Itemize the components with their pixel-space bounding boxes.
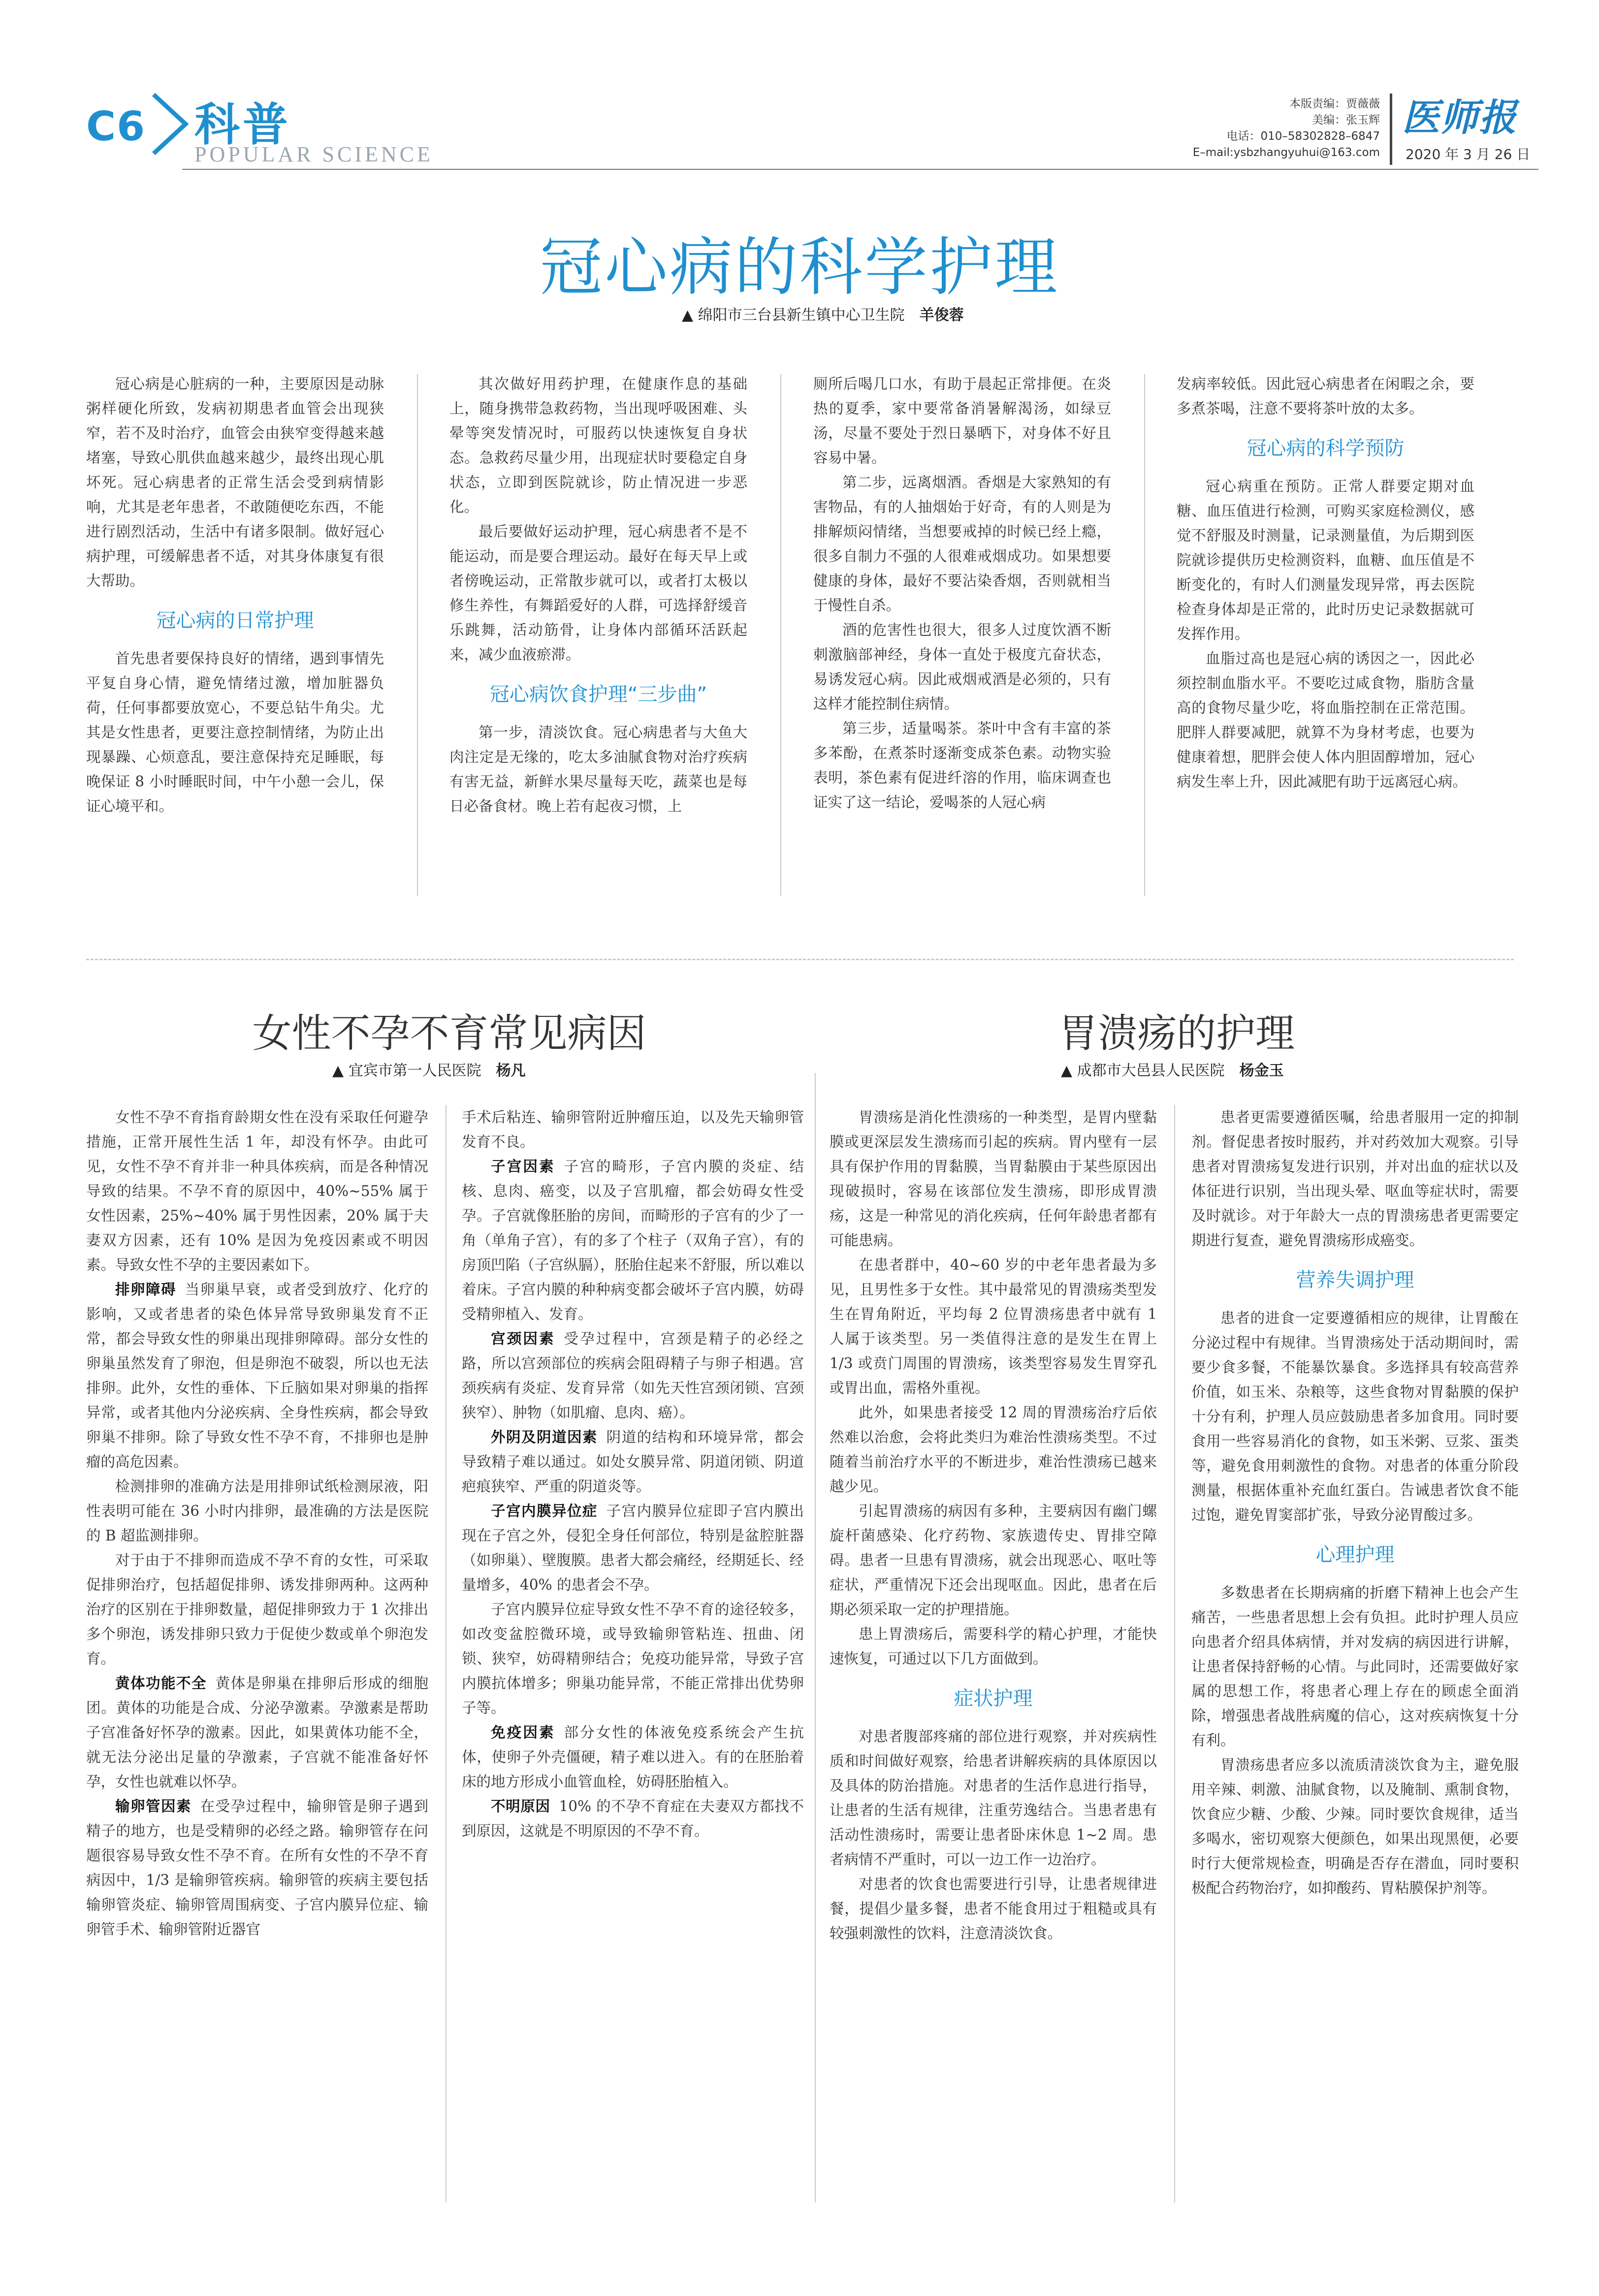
paragraph: 冠心病重在预防。正常人群要定期对血糖、血压值进行检测，可购买家庭检测仪，感觉不舒服及时测量，记录测量值，为后期到医院就诊提供历史检测资料，血糖、血压值是不断变化的，有时人们测量发现异常，再去医院检查身体却是正常的，此时历史记录数据就可发挥作用。 xyxy=(1177,478,1474,642)
paragraph: 对患者的饮食也需要进行引导，让患者规律进餐，提倡少量多餐，患者不能食用过于粗糙或具有较强刺激性的饮料，注意清淡饮食。 xyxy=(830,1876,1157,1942)
paragraph: 输卵管因素 在受孕过程中，输卵管是卵子遇到精子的地方，也是受精卵的必经之路。输卵管存在问题很容易导致女性不孕不育。在所有女性的不孕不育病因中，1/3 是输卵管疾病。输卵管的疾病主要包括输卵管炎症、输卵管周围病变、子宫内膜异位症、输卵管手术、输卵管附近器官 xyxy=(86,1798,428,1938)
paragraph: 发病率较低。因此冠心病患者在闲暇之余，要多煮茶喝，注意不要将茶叶放的太多。 xyxy=(1177,376,1474,417)
article2-byline-author: 杨凡 xyxy=(496,1062,526,1079)
paragraph: 黄体功能不全 黄体是卵巢在排卵后形成的细胞团。黄体的功能是合成、分泌孕激素。孕激素是帮助子宫准备好怀孕的激素。因此，如果黄体功能不全，就无法分泌出足量的孕激素，子宫就不能准备好怀孕，女性也就难以怀孕。 xyxy=(86,1675,428,1790)
paragraph: 最后要做好运动护理，冠心病患者不是不能运动，而是要合理运动。最好在每天早上或者傍晚运动，正常散步就可以，或者打太极以修生养性，有舞蹈爱好的人群，可选择舒缓音乐跳舞，活动筋骨，让身体内部循环活跃起来，减少血液瘀滞。 xyxy=(449,523,747,663)
paragraph: 多数患者在长期病痛的折磨下精神上也会产生痛苦，一些患者思想上会有负担。此时护理人员应向患者介绍具体病情，并对发病的病因进行讲解，让患者保持舒畅的心情。与此同时，还需要做好家属的思想工作，将患者心理上存在的顾虑全面消除，增强患者战胜病魔的信心，这对疾病恢复十分有利。 xyxy=(1191,1584,1519,1749)
article2-column-1 xyxy=(86,1105,428,1942)
article3-title: 胃溃疡的护理 xyxy=(1058,1010,1295,1056)
paragraph: 第三步，适量喝茶。茶叶中含有丰富的茶多苯酚，在煮茶时逐渐变成茶色素。动物实验表明，茶色素有促进纤溶的作用，临床调查也证实了这一结论，爱喝茶的人冠心病 xyxy=(813,720,1111,811)
article1-byline-author: 羊俊蓉 xyxy=(919,307,964,324)
section-separator xyxy=(86,959,1514,960)
paragraph: 患上胃溃疡后，需要科学的精心护理，才能快速恢复，可通过以下几方面做到。 xyxy=(830,1626,1157,1667)
article2-title: 女性不孕不育常见病因 xyxy=(252,1010,646,1056)
credit-phone: 电话：010–58302828–6847 xyxy=(1226,130,1380,143)
paragraph: 在患者群中，40~60 岁的中老年患者最为多见，且男性多于女性。其中最常见的胃溃疡类型发生在胃角附近，平均每 2 位胃溃疡患者中就有 1 人属于该类型。另一类值得注意的是发生在胃上 1/3 或贲门周围的胃溃疡，该类型容易发生胃穿孔或胃出血，需格外重视。 xyxy=(830,1257,1157,1396)
subheading: 营养失调护理 xyxy=(1296,1269,1414,1291)
article1-column-3 xyxy=(813,372,1111,815)
subheading: 冠心病饮食护理“三步曲” xyxy=(489,683,707,706)
paragraph: 不明原因 10% 的不孕不育症在夫妻双方都找不到原因，这就是不明原因的不孕不育。 xyxy=(462,1798,804,1839)
editor-credits xyxy=(1193,96,1380,161)
keyword: 子宫内膜异位症 xyxy=(491,1503,598,1519)
paragraph: 首先患者要保持良好的情绪，遇到事情先平复自身心情，避免情绪过激，增加脏器负荷，任何事都要放宽心，不要总钻牛角尖。尤其是女性患者，更要注意控制情绪，为防止出现暴躁、心烦意乱，要注意保持充足睡眠，每晚保证 8 小时睡眠时间，中午小憩一会儿，保证心境平和。 xyxy=(86,650,384,815)
keyword: 宫颈因素 xyxy=(491,1330,555,1347)
keyword: 不明原因 xyxy=(491,1798,550,1815)
paragraph: 对患者腹部疼痛的部位进行观察，并对疾病性质和时间做好观察，给患者讲解疾病的具体原因以及具体的防治措施。对患者的生活作息进行指导，让患者的生活有规律，注重劳逸结合。当患者患有活动性溃疡时，需要让患者卧床休息 1~2 周。患者病情不严重时，可以一边工作一边治疗。 xyxy=(830,1728,1157,1868)
keyword: 外阴及阴道因素 xyxy=(491,1429,598,1446)
column-divider xyxy=(815,1073,816,2202)
article1-column-2 xyxy=(449,372,747,818)
keyword: 子宫因素 xyxy=(491,1158,555,1175)
paragraph: 对于由于不排卵而造成不孕不育的女性，可采取促排卵治疗，包括超促排卵、诱发排卵两种。这两种治疗的区别在于排卵数量，超促排卵致力于 1 次排出多个卵泡，诱发排卵只致力于促使少数或单个卵泡发育。 xyxy=(86,1552,428,1667)
paragraph: 第二步，远离烟酒。香烟是大家熟知的有害物品，有的人抽烟始于好奇，有的人则是为排解烦闷情绪，当想要戒掉的时候已经上瘾，很多自制力不强的人很难戒烟成功。如果想要健康的身体，最好不要沾染香烟，否则就相当于慢性自杀。 xyxy=(813,474,1111,614)
keyword: 输卵管因素 xyxy=(115,1798,192,1815)
credit-designer: 美编：张玉辉 xyxy=(1312,114,1380,126)
paragraph: 外阴及阴道因素 阴道的结构和环境异常，都会导致精子难以通过。如处女膜异常、阴道闭锁、阴道疤痕狭窄、严重的阴道炎等。 xyxy=(462,1429,804,1495)
paragraph: 患者更需要遵循医嘱，给患者服用一定的抑制剂。督促患者按时服药，并对药效加大观察。引导患者对胃溃疡复发进行识别，并对出血的症状以及体征进行识别，当出现头晕、呕血等症状时，需要及时就诊。对于年龄大一点的胃溃疡患者更需要定期进行复查，避免胃溃疡形成癌变。 xyxy=(1191,1109,1519,1249)
paragraph: 此外，如果患者接受 12 周的胃溃疡治疗后依然难以治愈，会将此类归为难治性溃疡类型。不过随着当前治疗水平的不断进步，难治性溃疡已越来越少见。 xyxy=(830,1404,1157,1495)
paragraph: 子宫因素 子宫的畸形，子宫内膜的炎症、结核、息肉、癌变，以及子宫肌瘤，都会妨碍女性受孕。子宫就像胚胎的房间，而畸形的子宫有的少了一角（单角子宫），有的多了个柱子（双角子宫），有的房顶凹陷（子宫纵膈），胚胎住起来不舒服，所以难以着床。子宫内膜的种种病变都会破坏子宫内膜，妨碍受精卵植入、发育。 xyxy=(462,1158,804,1322)
paragraph: 女性不孕不育指育龄期女性在没有采取任何避孕措施，正常开展性生活 1 年，却没有怀孕。由此可见，女性不孕不育并非一种具体疾病，而是各种情况导致的结果。不孕不育的原因中，40%~55% 属于女性因素，25%~40% 属于男性因素，20% 属于夫妻双方因素，还有 10% 是因为免疫因素或不明因素。导致女性不孕的主要因素如下。 xyxy=(86,1109,428,1273)
article2-column-2 xyxy=(462,1105,804,1843)
article1-byline-org: ▲ 绵阳市三台县新生镇中心卫生院 xyxy=(682,307,905,324)
paragraph: 胃溃疡是消化性溃疡的一种类型，是胃内壁黏膜或更深层发生溃疡而引起的疾病。胃内壁有一层具有保护作用的胃黏膜，当胃黏膜由于某些原因出现破损时，容易在该部位发生溃疡，即形成胃溃疡，这是一种常见的消化疾病，任何年龄患者都有可能患病。 xyxy=(830,1109,1157,1249)
keyword: 黄体功能不全 xyxy=(115,1675,207,1692)
page-number: C6 xyxy=(86,103,146,150)
keyword: 排卵障碍 xyxy=(115,1281,176,1298)
paragraph: 检测排卵的准确方法是用排卵试纸检测尿液，阳性表明可能在 36 小时内排卵，最准确的方法是医院的 B 超监测排卵。 xyxy=(86,1478,428,1544)
column-divider xyxy=(1174,1105,1175,2202)
article3-column-1 xyxy=(830,1105,1157,1946)
chevron-right-icon xyxy=(144,90,198,158)
paragraph: 宫颈因素 受孕过程中，宫颈是精子的必经之路，所以宫颈部位的疾病会阻碍精子与卵子相遇。宫颈疾病有炎症、发育异常（如先天性宫颈闭锁、宫颈狭窄）、肿物（如肌瘤、息肉、癌）。 xyxy=(462,1330,804,1421)
paragraph: 冠心病是心脏病的一种，主要原因是动脉粥样硬化所致，发病初期患者血管会出现狭窄，若不及时治疗，血管会由狭窄变得越来越堵塞，导致心肌供血越来越少，最终出现心肌坏死。冠心病患者的正常生活会受到病情影响，尤其是老年患者，不敢随便吃东西，不能进行剧烈活动，生活中有诸多限制。做好冠心病护理，可缓解患者不适，对其身体康复有很大帮助。 xyxy=(86,376,384,589)
column-divider xyxy=(1144,374,1145,896)
article3-byline-author: 杨金玉 xyxy=(1239,1062,1284,1079)
paragraph: 其次做好用药护理，在健康作息的基础上，随身携带急救药物，当出现呼吸困难、头晕等突发情况时，可服药以快速恢复自身状态。急救药尽量少用，出现症状时要稳定自身状态，立即到医院就诊，防止情况进一步恶化。 xyxy=(449,376,747,515)
article2-byline xyxy=(332,1058,526,1080)
paragraph: 子宫内膜异位症 子宫内膜异位症即子宫内膜出现在子宫之外，侵犯全身任何部位，特别是盆腔脏器（如卵巢）、壁腹膜。患者大都会痛经，经期延长、经量增多，40% 的患者会不孕。 xyxy=(462,1503,804,1593)
article1-byline xyxy=(682,303,964,324)
paragraph: 引起胃溃疡的病因有多种，主要病因有幽门螺旋杆菌感染、化疗药物、家族遗传史、胃排空障碍。患者一旦患有胃溃疡，就会出现恶心、呕吐等症状，严重情况下还会出现呕血。因此，患者在后期必须采取一定的护理措施。 xyxy=(830,1503,1157,1618)
newspaper-logo: 医师报 xyxy=(1402,95,1517,139)
paragraph: 患者的进食一定要遵循相应的规律，让胃酸在分泌过程中有规律。当胃溃疡处于活动期间时，需要少食多餐，不能暴饮暴食。多选择具有较高营养价值，如玉米、杂粮等，这些食物对胃黏膜的保护十分有利，护理人员应鼓励患者多加食用。同时要食用一些容易消化的食物，如玉米粥、豆浆、蛋类等，避免食用刺激性的食物。对患者的体重分阶段测量，根据体重补充血红蛋白。告诫患者饮食不能过饱，避免胃窦部扩张，导致分泌胃酸过多。 xyxy=(1191,1310,1519,1523)
paragraph: 酒的危害性也很大，很多人过度饮酒不断刺激脑部神经，身体一直处于极度亢奋状态，易诱发冠心病。因此戒烟戒酒是必须的，只有这样才能控制住病情。 xyxy=(813,622,1111,712)
paragraph: 子宫内膜异位症导致女性不孕不育的途径较多，如改变盆腔微环境，或导致输卵管粘连、扭曲、闭锁、狭窄，妨碍精卵结合；免疫功能异常，导致子宫内膜抗体增多；卵巢功能异常，不能正常排出优势卵子等。 xyxy=(462,1601,804,1716)
article3-byline-org: ▲ 成都市大邑县人民医院 xyxy=(1061,1062,1225,1079)
publication-date: 2020 年 3 月 26 日 xyxy=(1406,146,1531,162)
column-divider xyxy=(446,1105,447,2202)
article1-column-4 xyxy=(1177,372,1474,794)
subheading: 心理护理 xyxy=(1315,1543,1395,1566)
keyword: 免疫因素 xyxy=(491,1724,555,1741)
subheading: 症状护理 xyxy=(954,1687,1033,1710)
paragraph: 手术后粘连、输卵管附近肿瘤压迫，以及先天输卵管发育不良。 xyxy=(462,1109,804,1150)
article3-byline xyxy=(1061,1058,1284,1080)
article2-byline-org: ▲ 宜宾市第一人民医院 xyxy=(332,1062,481,1079)
article1-title: 冠心病的科学护理 xyxy=(539,231,1059,304)
column-divider xyxy=(417,374,418,896)
credit-email: E–mail:ysbzhangyuhui@163.com xyxy=(1192,146,1380,159)
section-title: 科普 xyxy=(194,98,291,151)
paragraph: 第一步，清淡饮食。冠心病患者与大鱼大肉注定是无缘的，吃太多油腻食物对治疗疾病有害无益，新鲜水果尽量每天吃，蔬菜也是每日必备食材。晚上若有起夜习惯，上 xyxy=(449,724,747,815)
subheading: 冠心病的日常护理 xyxy=(156,609,314,632)
paragraph: 血脂过高也是冠心病的诱因之一，因此必须控制血脂水平。不要吃过咸食物，脂肪含量高的食物尽量少吃，将血脂控制在正常范围。肥胖人群要减肥，就算不为身材考虑，也要为健康着想，肥胖会使人体内胆固醇增加，冠心病发生率上升，因此减肥有助于远离冠心病。 xyxy=(1177,650,1474,790)
paragraph: 厕所后喝几口水，有助于晨起正常排便。在炎热的夏季，家中要常备消暑解渴汤，如绿豆汤，尽量不要处于烈日暴晒下，对身体不好且容易中暑。 xyxy=(813,376,1111,466)
column-divider xyxy=(780,374,781,896)
paragraph: 免疫因素 部分女性的体液免疫系统会产生抗体，使卵子外壳僵硬，精子难以进入。有的在胚胎着床的地方形成小血管血栓，妨碍胚胎植入。 xyxy=(462,1724,804,1790)
article3-column-2 xyxy=(1191,1105,1519,1900)
section-subtitle: POPULAR SCIENCE xyxy=(194,142,433,166)
credit-editor: 本版责编：贾薇薇 xyxy=(1289,97,1380,110)
article1-column-1 xyxy=(86,372,384,818)
header-divider xyxy=(1390,94,1392,165)
subheading: 冠心病的科学预防 xyxy=(1247,437,1405,460)
paragraph: 胃溃疡患者应多以流质清淡饮食为主，避免服用辛辣、刺激、油腻食物，以及腌制、熏制食物，饮食应少糖、少酸、少辣。同时要饮食规律，适当多喝水，密切观察大便颜色，如果出现黑便，必要时行大便常规检查，明确是否存在潜血，同时要积极配合药物治疗，如抑酸药、胃粘膜保护剂等。 xyxy=(1191,1757,1519,1896)
header-rule xyxy=(182,169,1538,170)
paragraph: 排卵障碍 当卵巢早衰，或者受到放疗、化疗的影响，又或者患者的染色体异常导致卵巢发育不正常，都会导致女性的卵巢出现排卵障碍。部分女性的卵巢虽然发育了卵泡，但是卵泡不破裂，所以也无法排卵。此外，女性的垂体、下丘脑如果对卵巢的指挥异常，或者其他内分泌疾病、全身性疾病，都会导致卵巢不排卵。除了导致女性不孕不育，不排卵也是肿瘤的高危因素。 xyxy=(86,1281,428,1470)
